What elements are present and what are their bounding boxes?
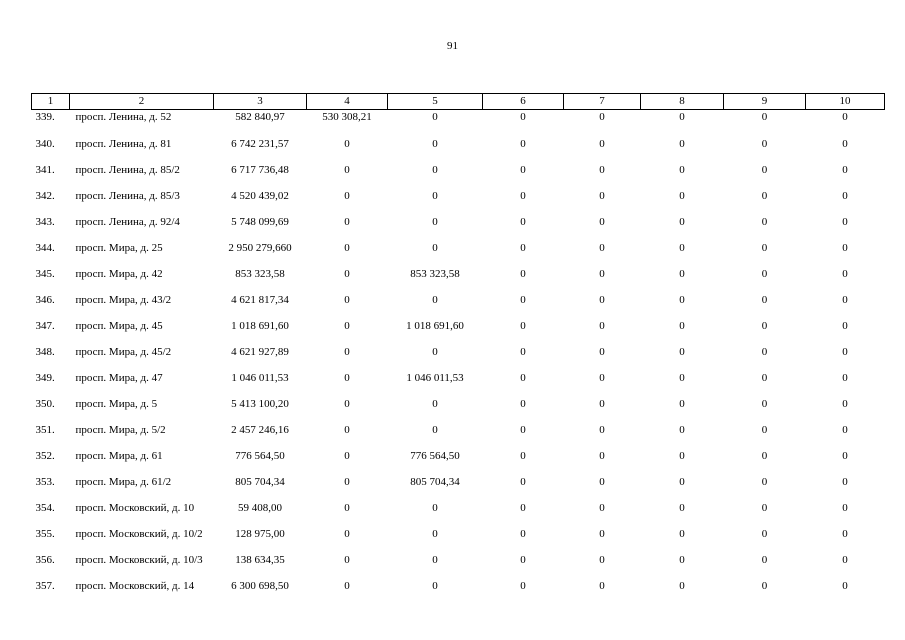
value-col-3-cell: 2 457 246,16 [231,423,289,436]
page-number: 91 [447,40,458,52]
value-col-9-cell: 0 [761,293,768,306]
table-row [32,526,885,552]
value-col-9-cell: 0 [761,371,768,384]
value-col-4-cell: 0 [344,397,350,410]
address-cell: просп. Ленина, д. 52 [75,111,172,123]
row-number-cell: 340. [35,137,55,150]
address-cell: просп. Московский, д. 10 [75,501,195,514]
value-col-8-cell: 0 [679,163,685,176]
row-number-cell: 344. [35,241,55,254]
address-cell: просп. Ленина, д. 92/4 [75,215,180,228]
value-col-6-cell: 0 [520,501,526,514]
value-col-8-cell: 0 [679,241,685,254]
value-col-9-cell: 0 [761,527,768,540]
value-col-9-cell: 0 [761,475,768,488]
value-col-10-cell: 0 [842,319,848,332]
value-col-6-cell: 0 [520,423,526,436]
value-col-3-cell: 5 413 100,20 [231,397,289,410]
value-col-7-cell: 0 [599,501,605,514]
value-col-10-cell: 0 [842,267,848,280]
column-header: 1 [32,94,70,110]
table-row [32,396,885,422]
data-table [31,93,885,604]
value-col-4-cell: 0 [344,527,350,540]
column-header: 8 [641,94,724,110]
value-col-6-cell: 0 [520,163,526,176]
value-col-10-cell: 0 [842,501,848,514]
value-col-3-cell: 776 564,50 [235,449,285,462]
address-cell: просп. Ленина, д. 81 [75,137,172,150]
table-row [32,266,885,292]
value-col-9-cell: 0 [761,449,768,462]
value-col-10-cell: 0 [842,475,848,488]
value-col-3-cell: 1 018 691,60 [231,319,289,332]
table-row [32,214,885,240]
value-col-4-cell: 0 [344,189,350,202]
value-col-3-cell: 6 300 698,50 [231,579,289,592]
value-col-6-cell: 0 [520,345,526,358]
value-col-10-cell: 0 [842,397,848,410]
value-col-7-cell: 0 [599,111,605,123]
value-col-7-cell: 0 [599,319,605,332]
value-col-5-cell: 0 [432,527,438,540]
value-col-5-cell: 1 018 691,60 [406,319,464,332]
value-col-9-cell: 0 [761,111,768,123]
value-col-3-cell: 138 634,35 [235,553,285,566]
value-col-4-cell: 0 [344,163,350,176]
value-col-3-cell: 805 704,34 [235,475,285,488]
row-number-cell: 341. [35,163,55,176]
value-col-9-cell: 0 [761,423,768,436]
value-col-4-cell: 0 [344,267,350,280]
value-col-7-cell: 0 [599,267,605,280]
value-col-10-cell: 0 [842,215,848,228]
value-col-10-cell: 0 [842,553,848,566]
value-col-3-cell: 1 046 011,53 [231,371,289,384]
value-col-8-cell: 0 [679,527,685,540]
value-col-8-cell: 0 [679,553,685,566]
value-col-7-cell: 0 [599,553,605,566]
address-cell: просп. Мира, д. 25 [75,241,163,254]
value-col-7-cell: 0 [599,449,605,462]
column-header: 10 [806,94,885,110]
value-col-5-cell: 0 [432,111,438,123]
value-col-4-cell: 0 [344,449,350,462]
row-number-cell: 350. [35,397,55,410]
value-col-8-cell: 0 [679,189,685,202]
table-row [32,370,885,396]
value-col-8-cell: 0 [679,449,685,462]
value-col-3-cell: 59 408,00 [238,501,282,514]
value-col-5-cell: 0 [432,397,438,410]
column-header: 9 [724,94,806,110]
table-body [32,110,885,604]
value-col-8-cell: 0 [679,501,685,514]
table-row [32,188,885,214]
value-col-8-cell: 0 [679,475,685,488]
value-col-8-cell: 0 [679,319,685,332]
table-row [32,578,885,604]
row-number-cell: 352. [35,449,55,462]
value-col-4-cell: 0 [344,553,350,566]
value-col-9-cell: 0 [761,267,768,280]
value-col-10-cell: 0 [842,371,848,384]
row-number-cell: 357. [35,579,55,592]
value-col-9-cell: 0 [761,189,768,202]
value-col-3-cell: 6 717 736,48 [231,163,289,176]
row-number-cell: 345. [35,267,55,280]
value-col-7-cell: 0 [599,215,605,228]
value-col-3-cell: 853 323,58 [235,267,285,280]
value-col-3-cell: 2 950 279,660 [228,241,292,254]
value-col-5-cell: 1 046 011,53 [406,371,464,384]
value-col-9-cell: 0 [761,501,768,514]
column-header: 4 [307,94,388,110]
value-col-7-cell: 0 [599,163,605,176]
value-col-4-cell: 0 [344,293,350,306]
table-row [32,136,885,162]
value-col-7-cell: 0 [599,371,605,384]
value-col-5-cell: 853 323,58 [410,267,460,280]
column-header: 5 [388,94,483,110]
value-col-5-cell: 805 704,34 [410,475,460,488]
value-col-7-cell: 0 [599,397,605,410]
row-number-cell: 342. [35,189,55,202]
value-col-5-cell: 776 564,50 [410,449,460,462]
table-row [32,344,885,370]
value-col-5-cell: 0 [432,553,438,566]
table-row [32,162,885,188]
row-number-cell: 356. [35,553,55,566]
address-cell: просп. Мира, д. 45 [75,319,163,332]
value-col-3-cell: 4 621 927,89 [231,345,289,358]
value-col-6-cell: 0 [520,527,526,540]
address-cell: просп. Московский, д. 14 [75,579,195,592]
value-col-10-cell: 0 [842,241,848,254]
value-col-6-cell: 0 [520,215,526,228]
value-col-10-cell: 0 [842,449,848,462]
value-col-10-cell: 0 [842,189,848,202]
table-header-row [32,94,885,110]
value-col-5-cell: 0 [432,241,438,254]
value-col-6-cell: 0 [520,579,526,592]
address-cell: просп. Мира, д. 47 [75,371,163,384]
value-col-6-cell: 0 [520,553,526,566]
address-cell: просп. Мира, д. 43/2 [75,293,172,306]
value-col-6-cell: 0 [520,293,526,306]
value-col-4-cell: 0 [344,423,350,436]
value-col-4-cell: 0 [344,501,350,514]
value-col-8-cell: 0 [679,345,685,358]
value-col-8-cell: 0 [679,293,685,306]
value-col-8-cell: 0 [679,137,685,150]
value-col-7-cell: 0 [599,475,605,488]
value-col-10-cell: 0 [842,163,848,176]
value-col-10-cell: 0 [842,579,848,592]
value-col-4-cell: 0 [344,241,350,254]
column-header: 7 [564,94,641,110]
column-header: 6 [483,94,564,110]
row-number-cell: 346. [35,293,55,306]
address-cell: просп. Мира, д. 61 [75,449,163,462]
value-col-6-cell: 0 [520,475,526,488]
value-col-8-cell: 0 [679,423,685,436]
value-col-8-cell: 0 [679,371,685,384]
value-col-3-cell: 128 975,00 [235,527,285,540]
value-col-4-cell: 530 308,21 [322,111,372,123]
row-number-cell: 339. [35,111,55,123]
value-col-7-cell: 0 [599,189,605,202]
row-number-cell: 355. [35,527,55,540]
value-col-6-cell: 0 [520,189,526,202]
value-col-4-cell: 0 [344,475,350,488]
value-col-7-cell: 0 [599,241,605,254]
value-col-9-cell: 0 [761,137,768,150]
value-col-3-cell: 6 742 231,57 [231,137,289,150]
value-col-3-cell: 4 621 817,34 [231,293,289,306]
value-col-6-cell: 0 [520,137,526,150]
value-col-10-cell: 0 [842,527,848,540]
value-col-4-cell: 0 [344,137,350,150]
value-col-3-cell: 4 520 439,02 [231,189,289,202]
address-cell: просп. Мира, д. 61/2 [75,475,172,488]
value-col-8-cell: 0 [679,215,685,228]
value-col-9-cell: 0 [761,319,768,332]
table-row [32,474,885,500]
value-col-3-cell: 582 840,97 [235,111,285,123]
value-col-7-cell: 0 [599,293,605,306]
column-header: 3 [214,94,307,110]
row-number-cell: 353. [35,475,55,488]
value-col-8-cell: 0 [679,111,685,123]
value-col-9-cell: 0 [761,345,768,358]
value-col-9-cell: 0 [761,241,768,254]
table-row [32,240,885,266]
value-col-8-cell: 0 [679,267,685,280]
table-row [32,292,885,318]
row-number-cell: 347. [35,319,55,332]
value-col-5-cell: 0 [432,163,438,176]
value-col-6-cell: 0 [520,111,526,123]
value-col-10-cell: 0 [842,137,848,150]
row-number-cell: 349. [35,371,55,384]
table-row [32,500,885,526]
address-cell: просп. Мира, д. 45/2 [75,345,172,358]
row-number-cell: 348. [35,345,55,358]
value-col-7-cell: 0 [599,345,605,358]
value-col-6-cell: 0 [520,267,526,280]
value-col-10-cell: 0 [842,293,848,306]
value-col-9-cell: 0 [761,397,768,410]
row-number-cell: 354. [35,501,55,514]
row-number-cell: 343. [35,215,55,228]
value-col-3-cell: 5 748 099,69 [231,215,289,228]
value-col-6-cell: 0 [520,241,526,254]
value-col-4-cell: 0 [344,579,350,592]
value-col-4-cell: 0 [344,371,350,384]
address-cell: просп. Московский, д. 10/2 [75,527,203,540]
table-row [32,318,885,344]
table-row [32,552,885,578]
value-col-7-cell: 0 [599,137,605,150]
value-col-7-cell: 0 [599,579,605,592]
value-col-5-cell: 0 [432,423,438,436]
column-header: 2 [70,94,214,110]
value-col-9-cell: 0 [761,163,768,176]
value-col-10-cell: 0 [842,423,848,436]
value-col-5-cell: 0 [432,293,438,306]
value-col-5-cell: 0 [432,215,438,228]
value-col-9-cell: 0 [761,553,768,566]
table-row [32,448,885,474]
address-cell: просп. Ленина, д. 85/3 [75,189,180,202]
value-col-10-cell: 0 [842,111,848,123]
value-col-5-cell: 0 [432,189,438,202]
value-col-9-cell: 0 [761,579,768,592]
value-col-7-cell: 0 [599,423,605,436]
value-col-5-cell: 0 [432,345,438,358]
value-col-6-cell: 0 [520,397,526,410]
value-col-6-cell: 0 [520,371,526,384]
value-col-8-cell: 0 [679,397,685,410]
value-col-7-cell: 0 [599,527,605,540]
value-col-9-cell: 0 [761,215,768,228]
value-col-6-cell: 0 [520,449,526,462]
value-col-8-cell: 0 [679,579,685,592]
value-col-4-cell: 0 [344,319,350,332]
table-row [32,110,885,136]
value-col-6-cell: 0 [520,319,526,332]
address-cell: просп. Мира, д. 5/2 [75,423,166,436]
address-cell: просп. Мира, д. 5 [75,397,158,410]
value-col-5-cell: 0 [432,137,438,150]
row-number-cell: 351. [35,423,55,436]
value-col-5-cell: 0 [432,501,438,514]
address-cell: просп. Московский, д. 10/3 [75,553,203,566]
value-col-4-cell: 0 [344,345,350,358]
value-col-5-cell: 0 [432,579,438,592]
address-cell: просп. Ленина, д. 85/2 [75,163,180,176]
address-cell: просп. Мира, д. 42 [75,267,163,280]
table-row [32,422,885,448]
value-col-4-cell: 0 [344,215,350,228]
value-col-10-cell: 0 [842,345,848,358]
